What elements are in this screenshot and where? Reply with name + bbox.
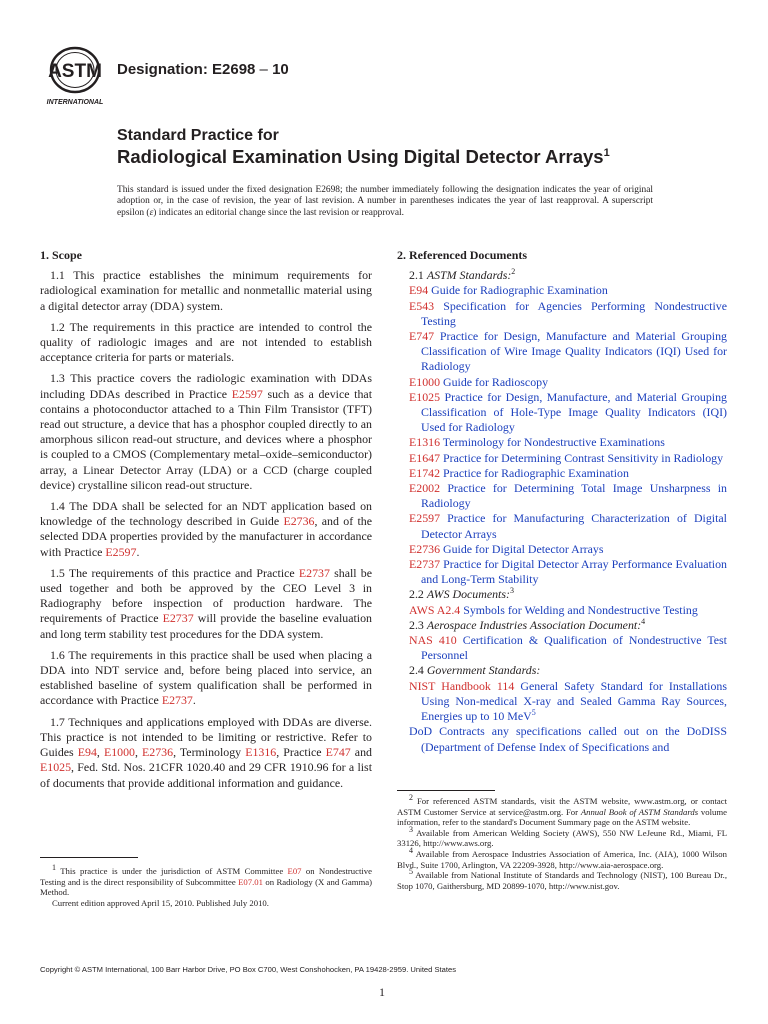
logo-subtext: INTERNATIONAL [46,99,104,106]
ref-link[interactable]: E747 [325,745,351,760]
reference-title: Terminology for Nondestructive Examinations [440,435,665,450]
reference-code: E2737 [409,557,441,572]
reference-code: E1316 [409,435,441,450]
astm-logo [42,46,112,108]
reference-code: E1000 [409,374,441,389]
footnote-2: $^2$ For referenced ASTM standards, visit the ASTM website, www.astm.org, or contact ASTM Customer Service at service@astm.org. For Annual Book of ASTM Standards volume information, refer to the standard's Document Summary page on the ASTM website. [397,793,727,828]
footnotes-right [397,793,727,891]
page-number: 1 [379,985,385,999]
reference-item[interactable] [397,329,727,375]
ref-link[interactable]: E1000 [103,745,135,760]
footnote-3: $^3$ Available from American Welding Society (AWS), 550 NW LeJeune Rd., Miami, FL 33126, http://www.aws.org. [397,824,727,849]
reference-item[interactable]: AWS A2.4 Symbols for Welding and Nondestructive Testing [409,602,698,617]
title-line1: Standard Practice for [117,127,279,144]
references-heading: 2. Referenced Documents [397,248,528,262]
ref-link[interactable]: E2736 [142,745,174,760]
logo-text: ASTM [48,61,102,82]
footnote-1: $^1$ This practice is under the jurisdiction of ASTM Committee E07 on Nondestructive Testing and is the direct responsibility of Subcommittee E07.01 on Radiology (X and Gamma) Method. [40,863,372,898]
reference-item[interactable] [397,283,727,298]
reference-title: Practice for Manufacturing Characterization of Digital Detector Arrays [421,511,727,541]
reference-code: E1742 [409,465,441,480]
scope-para-1-1: 1.1 This practice establishes the minimum requirements for radiological examination for metallic and nonmetallic material using a digital detector array (DDA) system. [40,268,372,313]
reference-item[interactable] [397,542,727,557]
page-title: Radiological Examination Using Digital Detector Arrays$^1$ [117,146,610,167]
reference-item[interactable] [397,451,727,466]
ref-link[interactable]: E2597 [231,386,263,401]
footnote-divider [397,790,495,791]
reference-title: Practice for Design, Manufacture and Material Grouping Classification of Wire Image Quality Indicators (IQI) Used for Radiology [421,329,727,374]
reference-item[interactable] [397,375,727,390]
reference-title: Guide for Digital Detector Arrays [440,541,604,556]
reference-title: Specification for Agencies Performing Nondestructive Testing [421,298,727,328]
ref-link[interactable]: E2737 [162,611,194,626]
footnote-1-approval: Current edition approved April 15, 2010. Published July 2010. [52,897,269,908]
reference-item[interactable] [397,466,727,481]
reference-code: E1647 [409,450,441,465]
astm-standards-subhead: 2.1 ASTM Standards:$^2$ [409,267,516,283]
astm-reference-list [397,283,727,587]
scope-para-1-5: 1.5 The requirements of this practice and Practice E2737 shall be used together and both be approved by the CEO Level 3 in Radiography before inspection of production hardware. The requirements of Practice E2737 will provide the baseline evaluation and long term stability test procedures for the DDA system. [40,565,372,641]
footnotes-left [40,863,372,908]
reference-code: E1025 [409,389,441,404]
title-footnote-mark: 1 [603,146,610,159]
reference-item[interactable] [397,511,727,541]
reference-code: E2736 [409,541,441,556]
scope-para-1-7: 1.7 Techniques and applications employed with DDAs are diverse. This practice is not intended to be limiting or restrictive. Refer to Guides E94, E1000, E2736, Terminology E1316, Practice E747 and E1025, Fed. Std. Nos. 21CFR 1020.40 and 29 CFR 1910.96 for a list of documents that provide additional information and guidance. [40,714,372,790]
reference-item[interactable] [397,435,727,450]
reference-title: Guide for Radioscopy [440,374,549,389]
ref-link[interactable]: E07 [287,866,302,876]
reference-code: E94 [409,283,429,298]
reference-item-dod[interactable]: DoD Contracts any specifications called out on the DoDISS (Department of Defense Index of Specifications and [409,724,727,754]
reference-code: E2002 [409,481,441,496]
ref-link[interactable]: E2736 [283,514,315,529]
scope-heading: 1. Scope [40,248,82,262]
reference-item[interactable] [397,390,727,436]
reference-item[interactable]: NAS 410 Certification & Qualification of Nondestructive Test Personnel [409,633,727,663]
ref-link[interactable]: E1025 [40,760,72,775]
reference-item[interactable] [397,299,727,329]
footnote-4: $^4$ Available from Aerospace Industries Association of America, Inc. (AIA), 1000 Wilson Blvd., Suite 1700, Arlington, VA 22209-3928, http://www.aia-aerospace.org. [397,846,727,870]
reference-title: Practice for Digital Detector Array Performance Evaluation and Long-Term Stability [421,557,727,587]
reference-title: Practice for Determining Contrast Sensitivity in Radiology [440,450,724,465]
ref-link[interactable]: E1316 [245,745,277,760]
scope-para-1-6: 1.6 The requirements in this practice shall be used when placing a DDA into NDT service and, before being placed into service, an established baseline of system qualification shall be performed in accordance with Practice E2737. [40,647,372,708]
designation: Designation: E2698 – 10 [117,61,289,78]
reference-title: Practice for Design, Manufacture, and Material Grouping Classification of Hole-Type Image Quality Indicators (IQI) Used for Radiology [421,389,727,435]
aws-subhead: 2.2 AWS Documents:$^3$ [409,586,514,602]
ref-link[interactable]: E2737 [161,693,193,708]
reference-item[interactable] [397,481,727,511]
scope-para-1-4: 1.4 The DDA shall be selected for an NDT application based on knowledge of the technology described in Guide E2736, and of the selected DDA properties provided by the manufacturer in accordance with Practice E2597. [40,499,372,559]
aia-subhead: 2.3 Aerospace Industries Association Document:$^4$ [409,616,646,632]
reference-code: E2597 [409,511,441,526]
footnote-divider [40,857,138,858]
scope-section [40,248,372,797]
government-subhead: 2.4 Government Standards: [409,663,541,678]
reference-title: Guide for Radiographic Examination [428,283,608,298]
reference-item[interactable]: NIST Handbook 114 General Safety Standard for Installations Using Non-medical X-ray and Sealed Gamma Ray Sources, Energies up to 10 MeV$^5$ [409,678,727,724]
reference-item[interactable] [397,557,727,587]
reference-title: Practice for Radiographic Examination [440,465,629,480]
scope-para-1-2: 1.2 The requirements in this practice are intended to control the quality of radiologic images and are not intended to establish acceptance criteria for parts or materials. [40,319,372,365]
ref-link[interactable]: E94 [77,745,97,760]
ref-link[interactable]: E2737 [298,565,330,580]
ref-link[interactable]: E07.01 [238,876,263,887]
reference-title: Practice for Determining Total Image Unsharpness in Radiology [421,481,727,511]
ref-link[interactable]: E2597 [105,544,137,559]
copyright-notice: Copyright © ASTM International, 100 Barr Harbor Drive, PO Box C700, West Conshohocken, PA 19428-2959. United States [40,965,457,974]
issuance-note: This standard is issued under the fixed designation E2698; the number immediately following the designation indicates the year of original adoption or, in the case of revision, the year of last revision. A number in parentheses indicates the year of last reapproval. A superscript epsilon (ε) indicates an editorial change since the last revision or reapproval. [117,185,653,218]
reference-code: E747 [409,329,435,344]
reference-code: E543 [409,298,435,313]
footnote-5: $^5$ Available from National Institute of Standards and Technology (NIST), 100 Bureau Dr., Stop 1070, Gaithersburg, MD 20899-1070, http://www.nist.gov. [397,867,727,891]
scope-para-1-3: 1.3 This practice covers the radiologic examination with DDAs including DDAs described in Practice E2597 such as a device that contains a photoconductor attached to a Thin Film Transistor (TFT) read out structure, a device that has a phosphor coupled directly to an amorphous silicon read-out structure, and devices where a phosphor is coupled to a CMOS (Complementary metal–oxide–semiconductor) array, a Linear Detector Array (LDA) or a CCD (charge coupled device) crystalline silicon read-out structure. [40,371,373,492]
referenced-documents-section [397,248,727,755]
